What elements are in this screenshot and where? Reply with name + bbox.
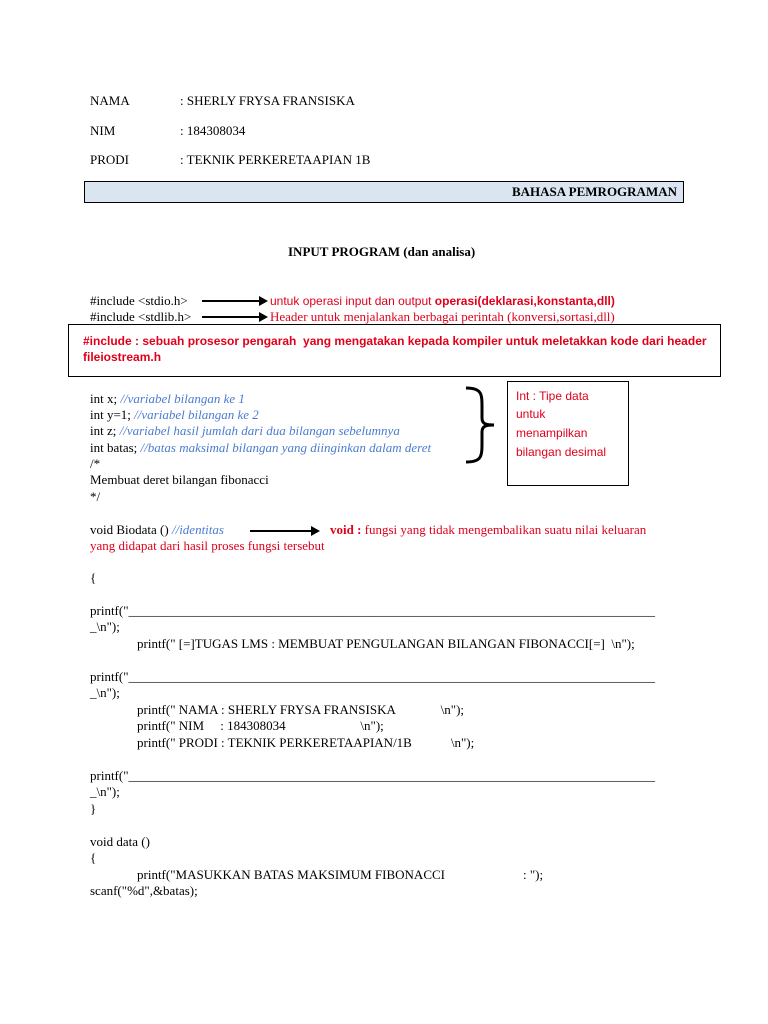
printf-line: _\n"); (90, 784, 120, 799)
section-title: INPUT PROGRAM (dan analisa) (288, 244, 476, 259)
var-x-code: int x; (90, 391, 121, 406)
printf-line: printf(" NAMA : SHERLY FRYSA FRANSISKA \n"); (137, 702, 465, 717)
int-note-line: untuk (516, 407, 546, 421)
printf-line: printf(" NIM : 184308034 \n"); (137, 718, 384, 733)
var-batas (90, 440, 431, 456)
include-note-box (68, 324, 721, 377)
nama-label: NAMA (90, 93, 130, 108)
var-y-comment: //variabel bilangan ke 2 (134, 407, 259, 422)
comment-open: /* (90, 456, 101, 471)
var-x-comment: //variabel bilangan ke 1 (120, 391, 245, 406)
stdio-note (270, 293, 615, 309)
data-open-brace: { (90, 850, 97, 865)
printf-line: printf("_________________________________________________________________________________ (90, 768, 656, 783)
void-note-a: fungsi yang tidak mengembalikan suatu nilai keluaran (364, 522, 647, 537)
printf-line: printf(" [=]TUGAS LMS : MEMBUAT PENGULANGAN BILANGAN FIBONACCI[=] \n"); (137, 636, 635, 651)
void-note-b: yang didapat dari hasil proses fungsi tersebut (90, 538, 325, 553)
banner-text: BAHASA PEMROGRAMAN (511, 184, 677, 199)
arrow-icon (202, 300, 260, 302)
printf-line: _\n"); (90, 619, 120, 634)
arrow-icon (202, 316, 260, 318)
include-note-line1: #include : sebuah prosesor pengarah yang mengatakan kepada kompiler untuk meletakkan kode dari header (83, 334, 707, 348)
var-z (90, 423, 400, 439)
biodata-comment: //identitas (171, 522, 224, 537)
nama-value: : SHERLY FRYSA FRANSISKA (180, 93, 355, 108)
scanf-line: scanf("%d",&batas); (90, 883, 198, 898)
var-z-code: int z; (90, 423, 120, 438)
biodata-decl (90, 522, 224, 538)
curly-brace-icon (460, 384, 500, 466)
printf-line: printf("_________________________________________________________________________________ (90, 669, 656, 684)
int-note-line: Int : Tipe data (516, 389, 589, 403)
var-y (90, 407, 259, 423)
int-note-line: menampilkan (516, 426, 588, 440)
prodi-label: PRODI (90, 152, 130, 167)
stdio-note-a: untuk operasi input dan output (270, 294, 435, 308)
void-note (330, 522, 646, 538)
var-batas-code: int batas; (90, 440, 141, 455)
printf-line: printf("MASUKKAN BATAS MAKSIMUM FIBONACCI : "); (137, 867, 544, 882)
biodata-code: void Biodata () (90, 522, 172, 537)
prodi-value: : TEKNIK PERKERETAAPIAN 1B (180, 152, 371, 167)
printf-line: printf(" PRODI : TEKNIK PERKERETAAPIAN/1B \n"); (137, 735, 475, 750)
comment-close: */ (90, 489, 101, 504)
printf-line: printf("_________________________________________________________________________________ (90, 603, 656, 618)
nim-label: NIM (90, 123, 116, 138)
printf-line: _\n"); (90, 685, 120, 700)
biodata-open-brace: { (90, 570, 97, 585)
include-stdlib: #include <stdlib.h> (90, 309, 192, 324)
biodata-close-brace: } (90, 801, 97, 816)
int-note-line: bilangan desimal (516, 445, 607, 459)
data-decl: void data () (90, 834, 150, 849)
nim-value: : 184308034 (180, 123, 246, 138)
void-label: void : (330, 522, 365, 537)
include-note-line2: fileiostream.h (83, 350, 162, 364)
comment-text: Membuat deret bilangan fibonacci (90, 472, 269, 487)
var-z-comment: //variabel hasil jumlah dari dua bilangan sebelumnya (119, 423, 400, 438)
var-y-code: int y=1; (90, 407, 135, 422)
stdlib-note: Header untuk menjalankan berbagai perintah (konversi,sortasi,dll) (270, 309, 615, 324)
arrow-icon (250, 530, 312, 532)
var-batas-comment: //batas maksimal bilangan yang diinginkan dalam deret (140, 440, 432, 455)
include-stdio: #include <stdio.h> (90, 293, 188, 308)
int-note-box (507, 381, 629, 486)
var-x (90, 391, 245, 407)
stdio-note-b: operasi(deklarasi,konstanta,dll) (434, 294, 615, 308)
title-banner (84, 181, 684, 203)
